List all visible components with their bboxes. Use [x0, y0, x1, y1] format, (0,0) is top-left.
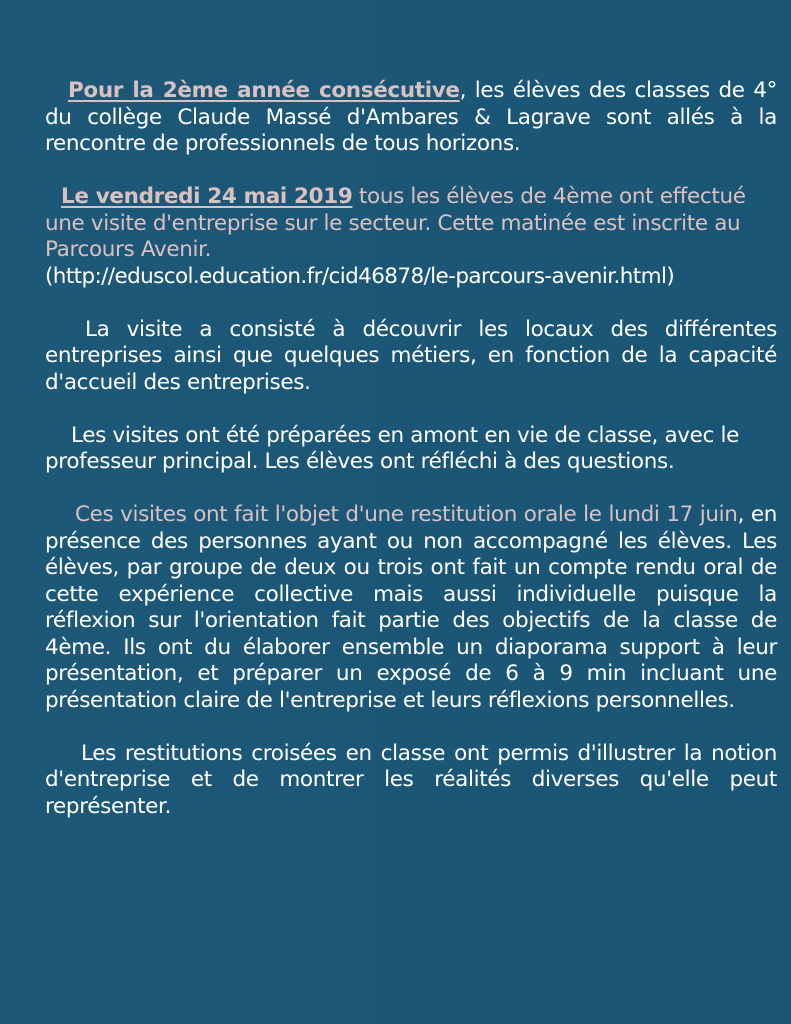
consecutive-year-link[interactable]: Pour la 2ème année consécutive	[68, 78, 460, 103]
visit-date-link[interactable]: Le vendredi 24 mai 2019	[61, 184, 353, 209]
paragraph-restitution-text: , en présence des personnes ayant ou non accompagné les élèves. Les élèves, par groupe de deux ou trois ont fait un compte rendu oral de cette expérience collective mais aussi individuelle puisque la réflexion sur l'orientation fait partie des objectifs de la classe de 4ème. Ils ont du élaborer ensemble un diaporama support à leur présentation, et préparer un exposé de 6 à 9 min incluant une présentation claire de l'entreprise et leurs réflexions personnelles.	[45, 502, 777, 713]
paragraph-intro-text: , les élèves des classes de 4° du collège Claude Massé d'Ambares & Lagrave sont allés à la rencontre de professionnels de tous horizons.	[45, 78, 777, 156]
paragraph-visit-content-text: La visite a consisté à découvrir les locaux des différentes entreprises ainsi que quelques métiers, en fonction de la capacité d'accueil des entreprises.	[45, 316, 777, 395]
paragraph-visit-content	[45, 317, 777, 397]
paragraph-restitution	[45, 502, 777, 714]
paragraph-conclusion-text: Les restitutions croisées en classe ont permis d'illustrer la notion d'entreprise et de montrer les réalités diverses qu'elle peut représenter.	[45, 740, 777, 819]
restitution-date-highlight: Ces visites ont fait l'objet d'une restitution orale le lundi 17 juin	[75, 502, 738, 527]
paragraph-preparation	[45, 423, 777, 476]
paragraph-visit-date	[45, 184, 777, 290]
article-body	[45, 78, 777, 847]
paragraph-conclusion	[45, 741, 777, 821]
paragraph-intro	[45, 78, 777, 158]
paragraph-visit-date-text: tous les élèves de 4ème ont effectué une visite d'entreprise sur le secteur. Cette matinée est inscrite au Parcours Avenir.	[45, 184, 746, 262]
paragraph-preparation-text: Les visites ont été préparées en amont en vie de classe, avec le professeur principal. Les élèves ont réfléchi à des questions.	[45, 422, 739, 474]
parcours-avenir-url: (http://eduscol.education.fr/cid46878/le-parcours-avenir.html)	[45, 263, 675, 289]
